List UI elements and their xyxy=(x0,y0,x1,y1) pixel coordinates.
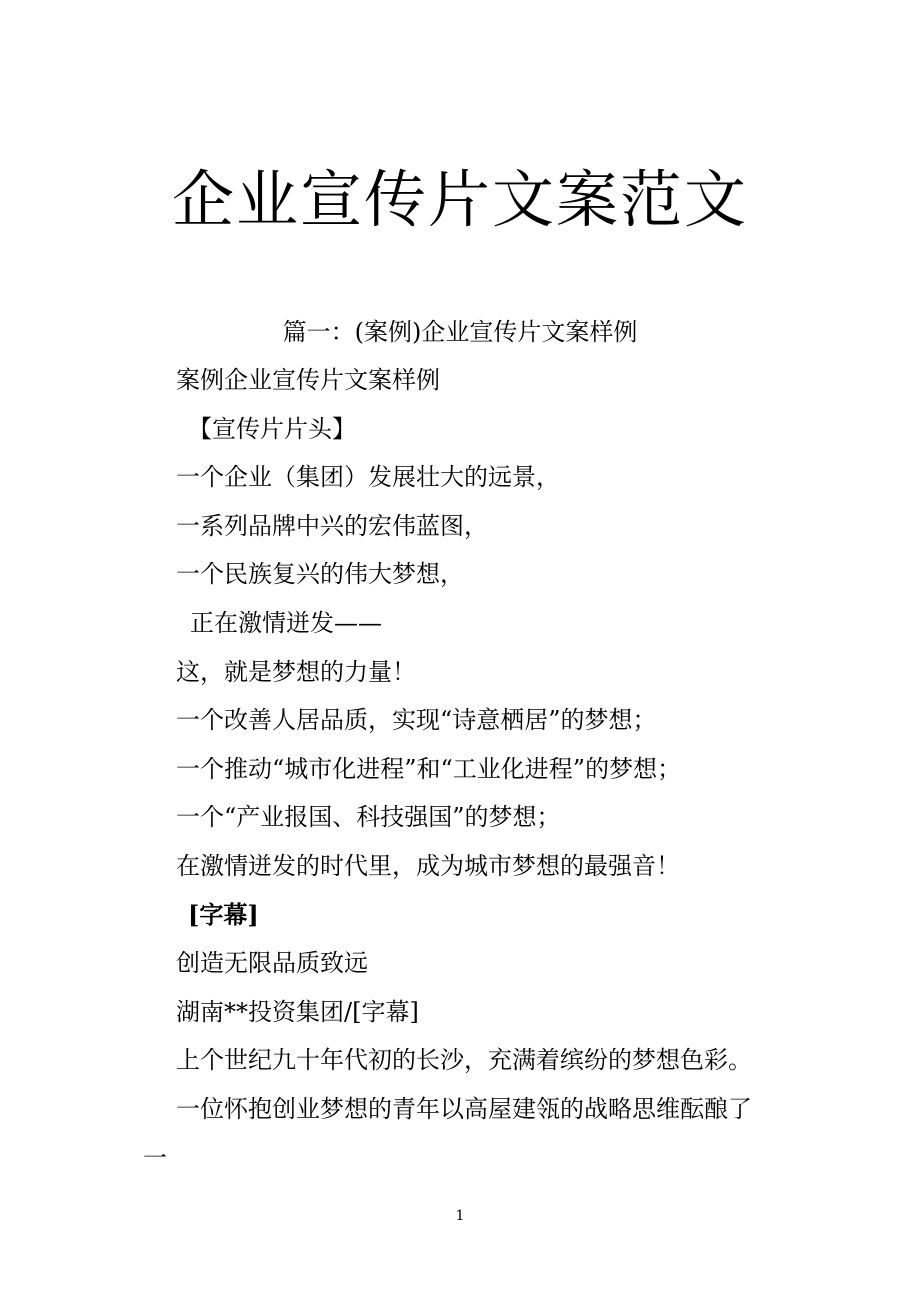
body-line: 一个民族复兴的伟大梦想， xyxy=(176,560,464,589)
body-line: 这，就是梦想的力量！ xyxy=(176,657,416,686)
section-heading: 篇一：(案例)企业宣传片文案样例 xyxy=(282,318,638,346)
body-line: 一个企业（集团）发展壮大的远景， xyxy=(176,463,560,492)
body-line: 案例企业宣传片文案样例 xyxy=(176,366,440,394)
body-line: [字幕] xyxy=(188,899,259,929)
body-line: 一位怀抱创业梦想的青年以高屋建瓴的战略思维酝酿了 xyxy=(176,1094,752,1123)
body-line: 【宣传片片头】 xyxy=(188,414,356,443)
body-line: 在激情迸发的时代里，成为城市梦想的最强音！ xyxy=(176,851,680,880)
body-line: 一个改善人居品质，实现“诗意栖居”的梦想； xyxy=(176,706,657,735)
body-line: 上个世纪九十年代初的长沙，充满着缤纷的梦想色彩。 xyxy=(176,1046,752,1075)
body-line: 创造无限品质致远 xyxy=(176,949,368,978)
body-line: 一个“产业报国、科技强国”的梦想； xyxy=(176,803,561,832)
body-line: 一 xyxy=(143,1143,167,1172)
body-line: 一个推动“城市化进程”和“工业化进程”的梦想； xyxy=(176,754,682,783)
document-body xyxy=(0,360,920,1186)
body-line: 一系列品牌中兴的宏伟蓝图， xyxy=(176,511,488,540)
body-line: 湖南**投资集团/[字幕] xyxy=(176,997,419,1026)
body-line: 正在激情迸发—— xyxy=(190,608,382,637)
document-title: 企业宣传片文案范文 xyxy=(171,163,748,236)
page-number: 1 xyxy=(455,1208,465,1224)
